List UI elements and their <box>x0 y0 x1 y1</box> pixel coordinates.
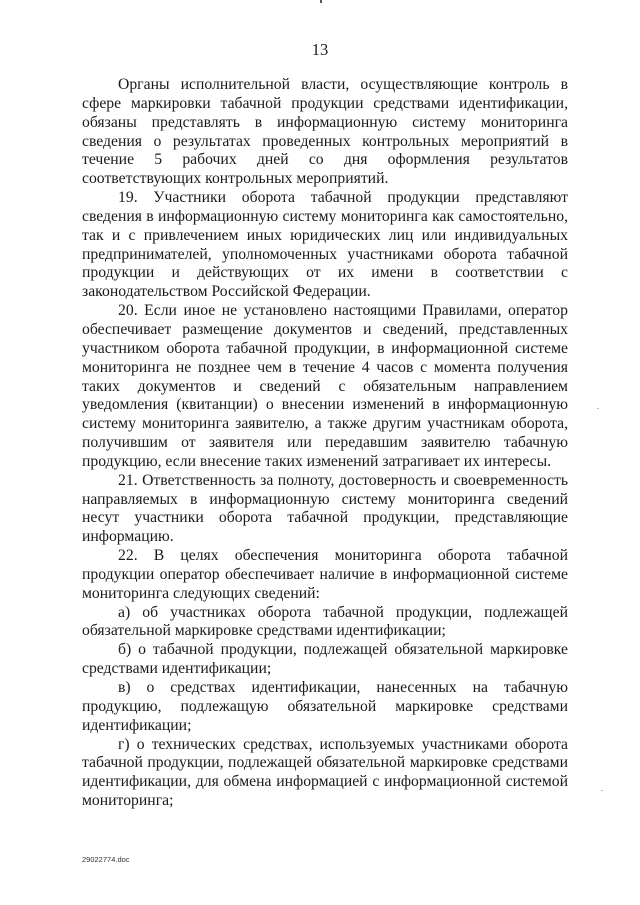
page-number: 13 <box>311 40 329 59</box>
scan-dot <box>597 408 599 409</box>
list-item-b: б) о табачной продукции, подлежащей обязательной маркировке средствами идентификации; <box>82 641 568 678</box>
list-item-a: а) об участниках оборота табачной продукции, подлежащей обязательной маркировке средствами идентификации; <box>82 603 568 640</box>
scan-mark <box>320 0 322 3</box>
paragraph-21: 21. Ответственность за полноту, достоверность и своевременность направляемых в информационную систему мониторинга сведений несут участники оборота табачной продукции, представляющие информацию. <box>82 471 568 546</box>
paragraph-19: 19. Участники оборота табачной продукции представляют сведения в информационную систему мониторинга как самостоятельно, так и с привлечением иных юридических лиц или индивидуальных предпринимателей, уполномоченных участниками оборота табачной продукции и действующих от их имени в соответствии с законодательством Российской Федерации. <box>82 189 568 301</box>
document-body <box>82 76 568 811</box>
document-file-reference: 29022774.doc <box>82 855 130 864</box>
scan-dot <box>601 790 603 791</box>
list-item-v: в) о средствах идентификации, нанесенных на табачную продукцию, подлежащую обязательной маркировке средствами идентификации; <box>82 679 568 734</box>
list-item-g: г) о технических средствах, используемых участниками оборота табачной продукции, подлежащей обязательной маркировке средствами идентификации, для обмена информацией с информационной системой мониторинга; <box>82 735 568 810</box>
paragraph-20: 20. Если иное не установлено настоящими Правилами, оператор обеспечивает размещение документов и сведений, представленных участником оборота табачной продукции, в информационной системе мониторинга не позднее чем в течение 4 часов с момента получения таких документов и сведений с обязательным направлением уведомления (квитанции) о внесении изменений в информационную систему мониторинга заявителю, а также другим участникам оборота, получившим от заявителя или передавшим заявителю табачную продукцию, если внесение таких изменений затрагивает их интересы. <box>82 302 568 470</box>
paragraph-monitoring-authorities: Органы исполнительной власти, осуществляющие контроль в сфере маркировки табачной продукции средствами идентификации, обязаны представлять в информационную систему мониторинга сведения о результатах проведенных контрольных мероприятий в течение 5 рабочих дней со дня оформления результатов соответствующих контрольных мероприятий. <box>82 76 568 188</box>
paragraph-22: 22. В целях обеспечения мониторинга оборота табачной продукции оператор обеспечивает наличие в информационной системе мониторинга следующих сведений: <box>82 547 568 602</box>
